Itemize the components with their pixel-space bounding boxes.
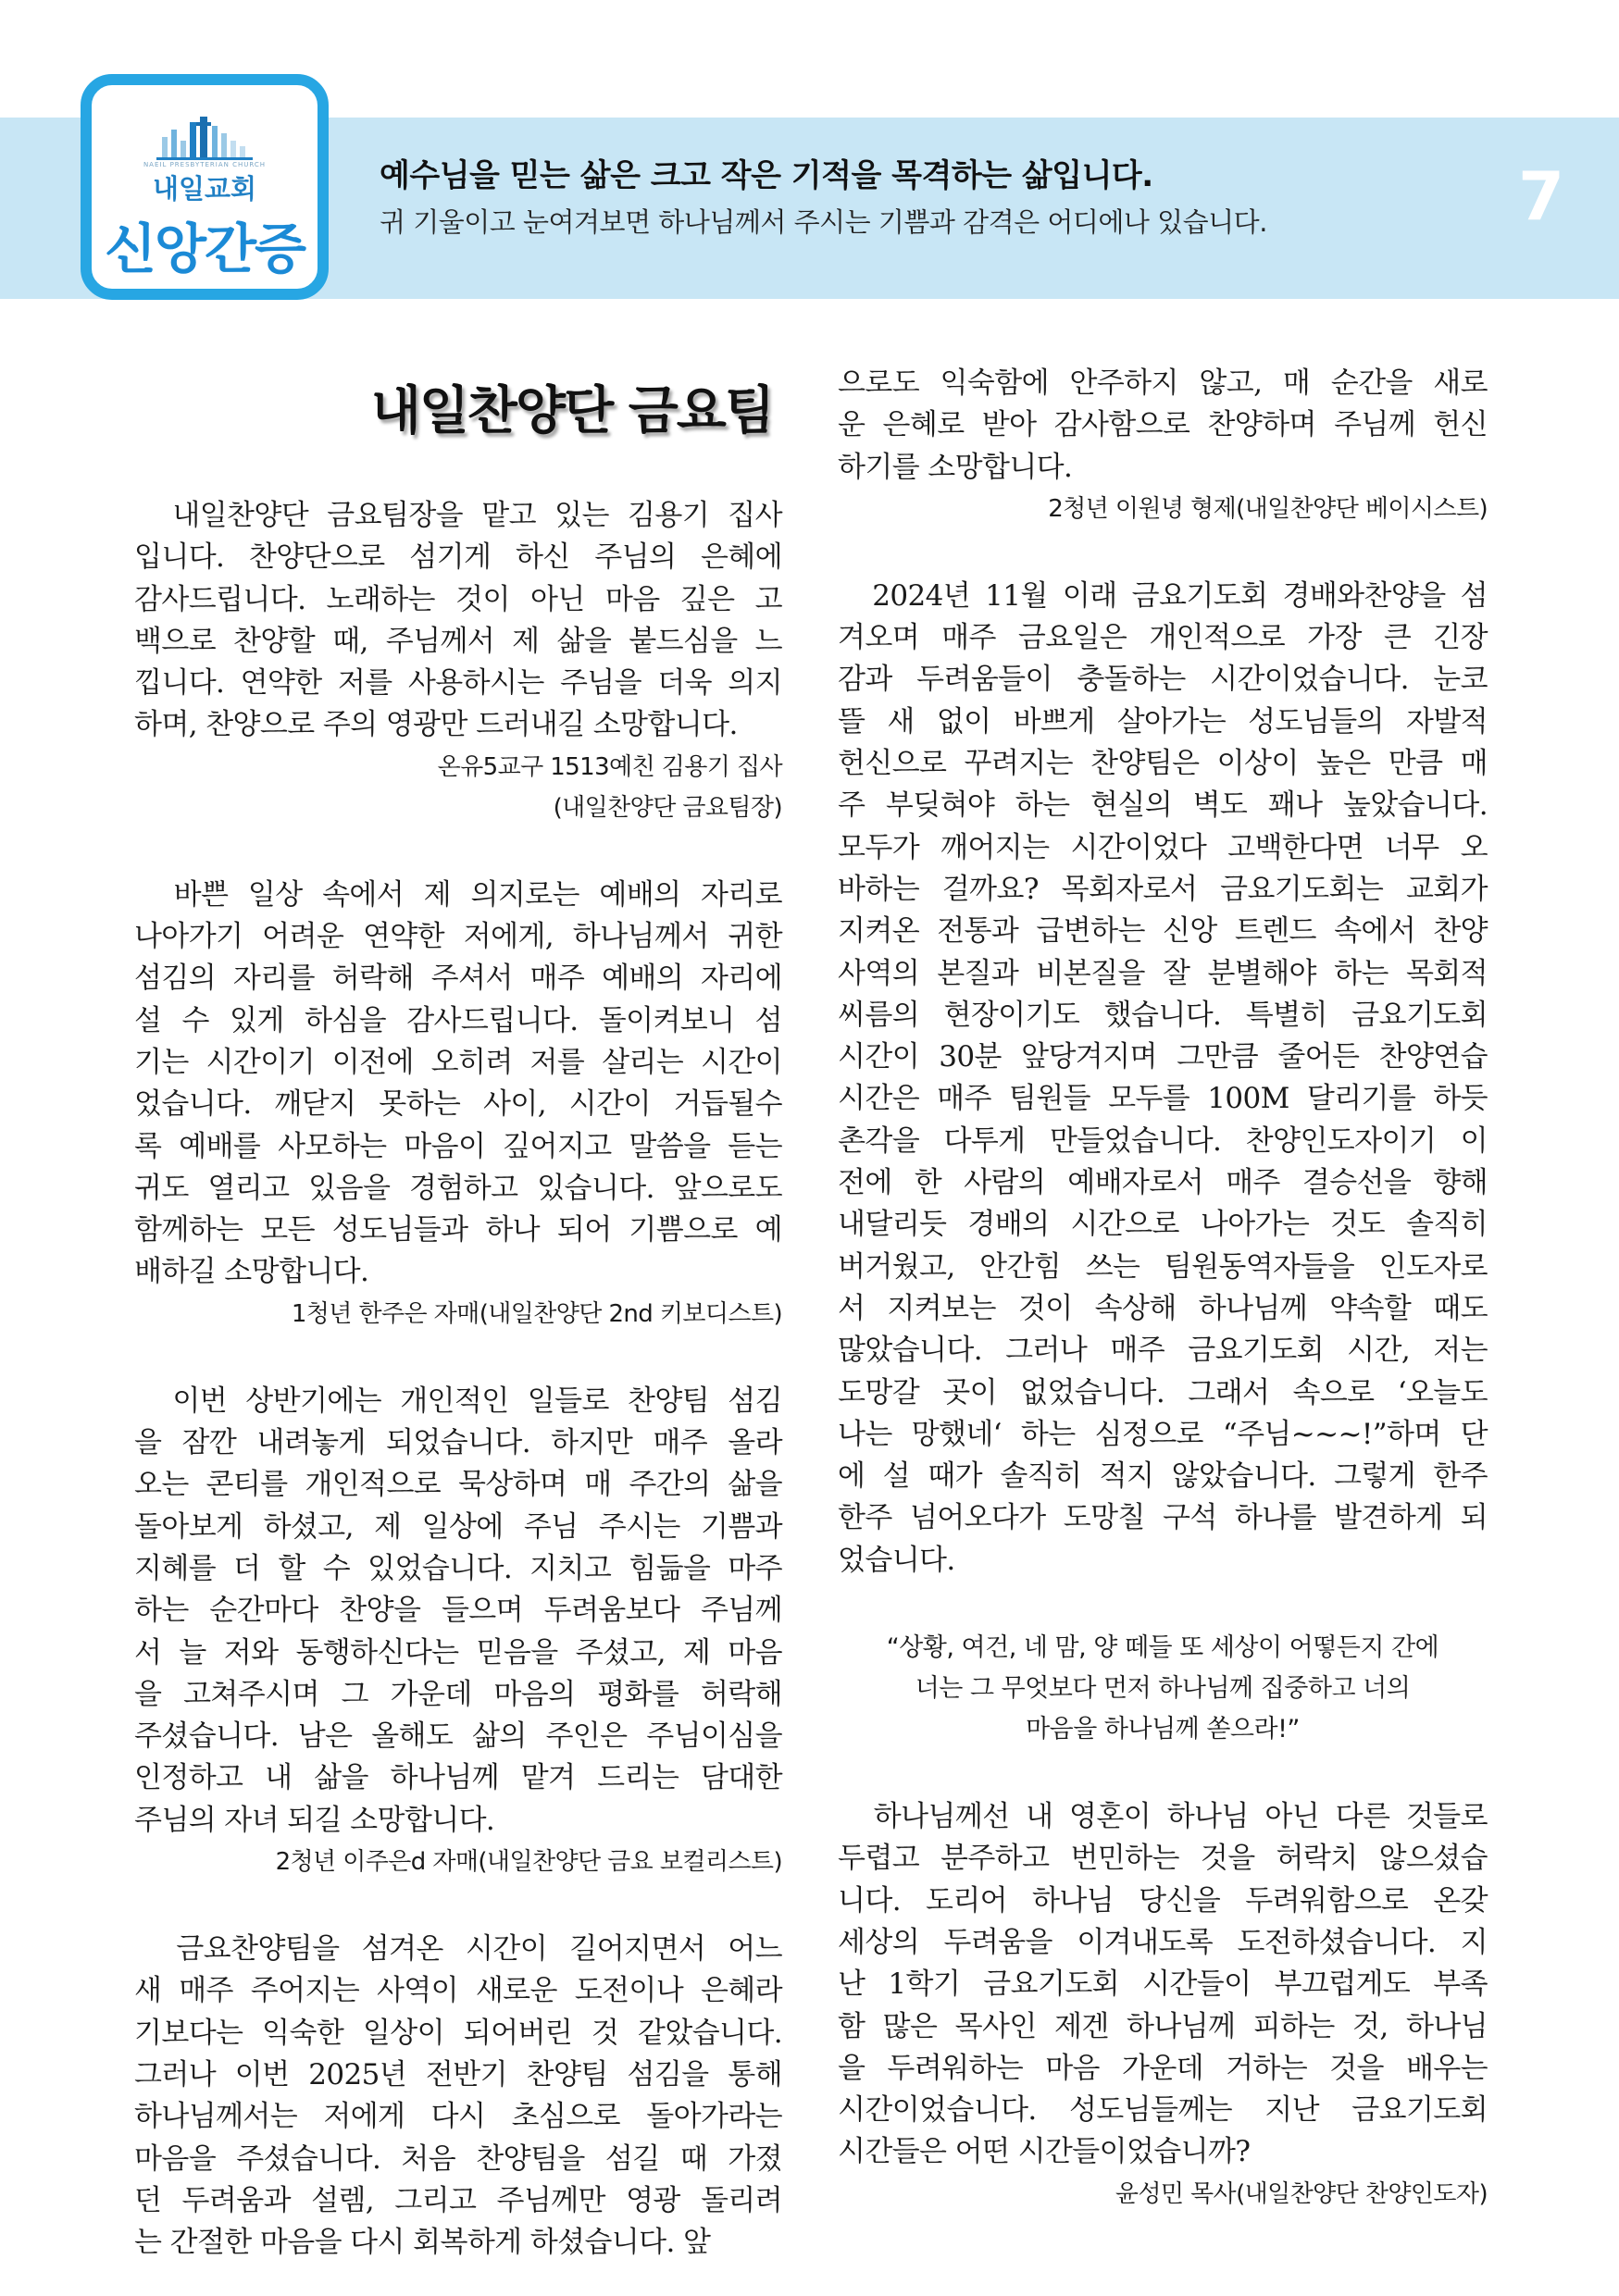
paragraph-line: 씨름의 현장이기도 했습니다. 특별히 금요기도회 [838, 998, 1488, 1032]
paragraph-line: 을 고쳐주시며 그 가운데 마음의 평화를 허락해 [134, 1677, 782, 1711]
paragraph-line: 시간들은 어떤 시간들이었습니까? [838, 2135, 1251, 2169]
page-number: 7 [1518, 157, 1565, 235]
paragraph-line: 었습니다. 깨닫지 못하는 사이, 시간이 거듭될수 [134, 1087, 782, 1122]
paragraph-line: 오는 콘티를 개인적으로 묵상하며 매 주간의 삶을 [134, 1468, 782, 1502]
paragraph-line: 뜰 새 없이 바쁘게 살아가는 성도님들의 자발적 [838, 704, 1488, 738]
paragraph-line: 겨오며 매주 금요일은 개인적으로 가장 큰 긴장 [838, 621, 1488, 655]
paragraph-line: 주 부딪혀야 하는 현실의 벽도 꽤나 높았습니다. [838, 788, 1488, 823]
paragraph-line: 을 잠깐 내려놓게 되었습니다. 하지만 매주 올라 [134, 1426, 782, 1460]
paragraph-line: 섬김의 자리를 허락해 주셔서 매주 예배의 자리에 [134, 962, 782, 996]
paragraph-line: 함께하는 모든 성도님들과 하나 되어 기쁨으로 예 [134, 1213, 782, 1247]
paragraph-line: 배하길 소망합니다. [134, 1255, 369, 1289]
paragraph-line: 바쁜 일상 속에서 제 의지로는 예배의 자리로 [134, 877, 782, 912]
author-signature: 2청년 이주은d 자매(내일찬양단 금요 보컬리스트) [275, 1848, 782, 1877]
paragraph-line: 하는 순간마다 찬양을 들으며 두려움보다 주님께 [134, 1594, 782, 1628]
paragraph-line: 버거웠고, 안간힘 쓰는 팀원동역자들을 인도자로 [838, 1249, 1488, 1284]
paragraph-line: 도망갈 곳이 없었습니다. 그래서 속으로 ‘오늘도 [838, 1375, 1488, 1409]
paragraph-line: 백으로 찬양할 때, 주님께서 제 삶을 붙드심을 느 [134, 624, 782, 658]
paragraph-line: 기는 시간이기 이전에 오히려 저를 살리는 시간이 [134, 1045, 782, 1079]
paragraph-line: 한주 넘어오다가 도망칠 구석 하나를 발견하게 되 [838, 1501, 1488, 1535]
paragraph-line: 세상의 두려움을 이겨내도록 도전하셨습니다. 지 [838, 1925, 1488, 1959]
paragraph-line: 시간이 30분 앞당겨지며 그만큼 줄어든 찬양연습 [838, 1040, 1488, 1074]
paragraph-line: 서 지켜보는 것이 속상해 하나님께 약속할 때도 [838, 1291, 1488, 1325]
paragraph-line: 을 두려워하는 마음 가운데 거하는 것을 배우는 [838, 2051, 1488, 2085]
paragraph-line: 그러나 이번 2025년 전반기 찬양팀 섬김을 통해 [134, 2057, 782, 2091]
paragraph-line: 하기를 소망합니다. [838, 450, 1073, 484]
author-signature: 윤성민 목사(내일찬양단 찬양인도자) [1115, 2179, 1488, 2208]
paragraph-line: 이번 상반기에는 개인적인 일들로 찬양팀 섬김 [134, 1384, 782, 1418]
paragraph-line: 사역의 본질과 비본질을 잘 분별해야 하는 목회적 [838, 956, 1488, 990]
quote-line: 너는 그 무엇보다 먼저 하나님께 집중하고 너의 [915, 1674, 1411, 1704]
paragraph-line: 인정하고 내 삶을 하나님께 맡겨 드리는 담대한 [134, 1761, 782, 1795]
section-logo [81, 74, 329, 300]
paragraph-line: 는 간절한 마음을 다시 회복하게 하셨습니다. 앞 [134, 2226, 711, 2260]
paragraph-line: 금요찬양팀을 섬겨온 시간이 길어지면서 어느 [134, 1932, 782, 1967]
paragraph-line: 지혜를 더 할 수 있었습니다. 지치고 힘듦을 마주 [134, 1551, 782, 1585]
right-column [838, 363, 1488, 2215]
section-label: 신앙간증 [104, 217, 305, 280]
paragraph-line: 입니다. 찬양단으로 섬기게 하신 주님의 은혜에 [134, 540, 782, 575]
paragraph-line: 었습니다. [838, 1543, 955, 1577]
paragraph-line: 서 늘 저와 동행하신다는 믿음을 주셨고, 제 마음 [134, 1635, 782, 1669]
paragraph-line: 2024년 11월 이래 금요기도회 경배와찬양을 섬 [838, 578, 1488, 613]
paragraph-line: 나는 망했네‘ 하는 심정으로 “주님~~~!”하며 단 [838, 1417, 1488, 1451]
logo-church-name: 내일교회 [152, 173, 257, 205]
paragraph-line: 내일찬양단 금요팀장을 맡고 있는 김용기 집사 [134, 499, 782, 532]
logo-church-sub: NAEIL PRESBYTERIAN CHURCH [143, 161, 267, 168]
article-title: 내일찬양단 금요팀 [370, 381, 773, 441]
church-skyline-icon [156, 113, 253, 161]
paragraph-line: 헌신으로 꾸려지는 찬양팀은 이상이 높은 만큼 매 [838, 747, 1488, 781]
author-signature: 1청년 한주은 자매(내일찬양단 2nd 키보디스트) [291, 1299, 782, 1328]
paragraph-line: 던 두려움과 설렘, 그리고 주님께만 영광 돌리려 [134, 2183, 782, 2217]
quote-line: “상황, 여건, 네 맘, 양 떼들 또 세상이 어떻든지 간에 [886, 1633, 1439, 1663]
paragraph-line: 지켜온 전통과 급변하는 신앙 트렌드 속에서 찬양 [838, 914, 1488, 949]
quote-line: 마음을 하나님께 쏟으라!” [1026, 1715, 1300, 1744]
paragraph-line: 새 매주 주어지는 사역이 새로운 도전이나 은혜라 [134, 1974, 782, 2008]
paragraph-line: 하며, 찬양으로 주의 영광만 드러내길 소망합니다. [134, 708, 738, 742]
left-column [134, 495, 782, 2264]
paragraph-line: 나아가기 어려운 연약한 저에게, 하나님께서 귀한 [134, 920, 782, 954]
paragraph-line: 감과 두려움들이 충돌하는 시간이었습니다. 눈코 [838, 663, 1488, 697]
paragraph-line: 록 예배를 사모하는 마음이 깊어지고 말씀을 듣는 [134, 1129, 782, 1163]
paragraph-line: 감사드립니다. 노래하는 것이 아닌 마음 깊은 고 [134, 582, 782, 616]
paragraph-line: 운 은혜로 받아 감사함으로 찬양하며 주님께 헌신 [838, 408, 1488, 442]
paragraph-line: 돌아보게 하셨고, 제 일상에 주님 주시는 기쁨과 [134, 1509, 782, 1544]
paragraph-line: 시간은 매주 팀원들 모두를 100M 달리기를 하듯 [838, 1082, 1488, 1116]
paragraph-line: 하나님께선 내 영혼이 하나님 아닌 다른 것들로 [838, 1800, 1488, 1834]
author-signature: 온유5교구 1513예친 김용기 집사 [437, 752, 782, 781]
author-signature: (내일찬양단 금요팀장) [553, 793, 782, 822]
paragraph-line: 주님의 자녀 되길 소망합니다. [134, 1803, 495, 1837]
paragraph-line: 으로도 익숙함에 안주하지 않고, 매 순간을 새로 [838, 366, 1488, 400]
paragraph-line: 두렵고 분주하고 번민하는 것을 허락치 않으셨습 [838, 1842, 1488, 1876]
paragraph-line: 기보다는 익숙한 일상이 되어버린 것 같았습니다. [134, 2016, 782, 2050]
paragraph-line: 니다. 도리어 하나님 당신을 두려워함으로 온갖 [838, 1883, 1488, 1917]
paragraph-line: 촌각을 다투게 만들었습니다. 찬양인도자이기 이 [838, 1123, 1488, 1158]
author-signature: 2청년 이원녕 형제(내일찬양단 베이시스트) [1048, 494, 1488, 523]
paragraph-line: 마음을 주셨습니다. 처음 찬양팀을 섬길 때 가졌 [134, 2141, 782, 2176]
paragraph-line: 낍니다. 연약한 저를 사용하시는 주님을 더욱 의지 [134, 666, 782, 701]
paragraph-line: 함 많은 목사인 제겐 하나님께 피하는 것, 하나님 [838, 2009, 1488, 2043]
paragraph-line: 설 수 있게 하심을 감사드립니다. 돌이켜보니 섬 [134, 1003, 782, 1037]
paragraph-line: 많았습니다. 그러나 매주 금요기도회 시간, 저는 [838, 1334, 1488, 1368]
paragraph-line: 하나님께서는 저에게 다시 초심으로 돌아가라는 [134, 2100, 782, 2134]
paragraph-line: 전에 한 사람의 예배자로서 매주 결승선을 향해 [838, 1166, 1488, 1200]
paragraph-line: 난 1학기 금요기도회 시간들이 부끄럽게도 부족 [838, 1967, 1488, 2002]
header-subtitle: 귀 기울이고 눈여겨보면 하나님께서 주시는 기쁨과 감격은 어디에나 있습니다. [380, 206, 1267, 238]
paragraph-line: 에 설 때가 솔직히 적지 않았습니다. 그렇게 한주 [838, 1459, 1488, 1494]
paragraph-line: 모두가 깨어지는 시간이었다 고백한다면 너무 오 [838, 830, 1488, 864]
paragraph-line: 바하는 걸까요? 목회자로서 금요기도회는 교회가 [838, 872, 1488, 906]
paragraph-line: 주셨습니다. 남은 올해도 삶의 주인은 주님이심을 [134, 1719, 782, 1754]
header-title: 예수님을 믿는 삶은 크고 작은 기적을 목격하는 삶입니다. [380, 157, 1153, 194]
paragraph-line: 내달리듯 경배의 시간으로 나아가는 것도 솔직히 [838, 1208, 1488, 1242]
paragraph-line: 시간이었습니다. 성도님들께는 지난 금요기도회 [838, 2093, 1488, 2128]
paragraph-line: 귀도 열리고 있음을 경험하고 있습니다. 앞으로도 [134, 1171, 782, 1205]
